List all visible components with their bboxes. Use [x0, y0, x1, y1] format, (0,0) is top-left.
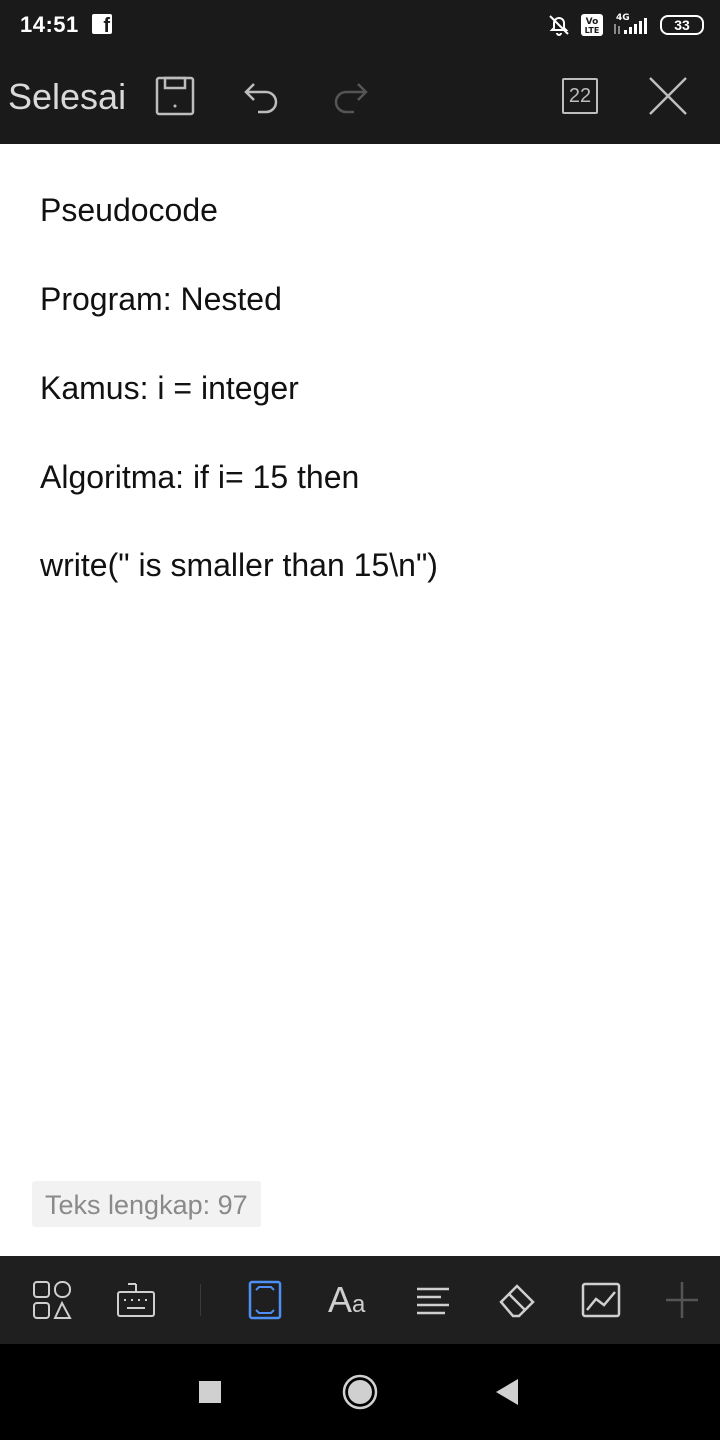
document-line[interactable]: write(" is smaller than 15\n") — [40, 547, 438, 583]
document-line[interactable]: Kamus: i = integer — [40, 370, 299, 406]
facebook-glyph: f — [103, 15, 110, 34]
image-icon[interactable] — [579, 1278, 623, 1322]
align-icon[interactable] — [411, 1278, 455, 1322]
bell-muted-icon — [546, 12, 572, 38]
done-button[interactable]: Selesai — [8, 76, 127, 117]
navigation-bar — [0, 1344, 720, 1440]
page-count-button[interactable]: 22 — [562, 78, 598, 114]
redo-icon[interactable] — [328, 74, 372, 118]
document-line[interactable]: Algoritma: if i= 15 then — [40, 459, 360, 495]
volte-icon — [580, 13, 604, 37]
volte-bottom-text: LTE — [584, 26, 600, 35]
status-time: 14:51 — [20, 12, 79, 37]
document-line[interactable]: Program: Nested — [40, 281, 282, 317]
font-label-small: a — [352, 1291, 366, 1318]
font-label-big: A — [328, 1279, 353, 1320]
signal-icon — [612, 12, 652, 38]
document-line[interactable]: Pseudocode — [40, 192, 218, 228]
recents-icon[interactable] — [190, 1372, 230, 1412]
status-bar — [0, 0, 720, 50]
char-count-badge: Teks lengkap: 97 — [32, 1181, 261, 1227]
top-toolbar — [0, 50, 720, 144]
volte-top-text: Vo — [585, 17, 599, 27]
keyboard-icon[interactable] — [114, 1278, 158, 1322]
plus-icon[interactable] — [660, 1278, 704, 1322]
save-icon[interactable] — [153, 74, 197, 118]
eraser-icon[interactable] — [495, 1278, 539, 1322]
battery-indicator: 33 — [660, 15, 704, 35]
font-icon[interactable] — [328, 1278, 372, 1322]
bottom-toolbar — [0, 1256, 720, 1344]
back-icon[interactable] — [488, 1372, 528, 1412]
toolbar-separator — [200, 1284, 201, 1316]
templates-icon[interactable] — [30, 1278, 74, 1322]
home-icon[interactable] — [340, 1372, 380, 1412]
fullscreen-icon[interactable] — [243, 1278, 287, 1322]
facebook-icon — [92, 14, 112, 34]
document-area[interactable] — [0, 144, 720, 1256]
close-icon[interactable] — [646, 74, 690, 118]
network-label: 4G — [616, 13, 630, 23]
status-icons — [546, 10, 704, 40]
undo-icon[interactable] — [240, 74, 284, 118]
